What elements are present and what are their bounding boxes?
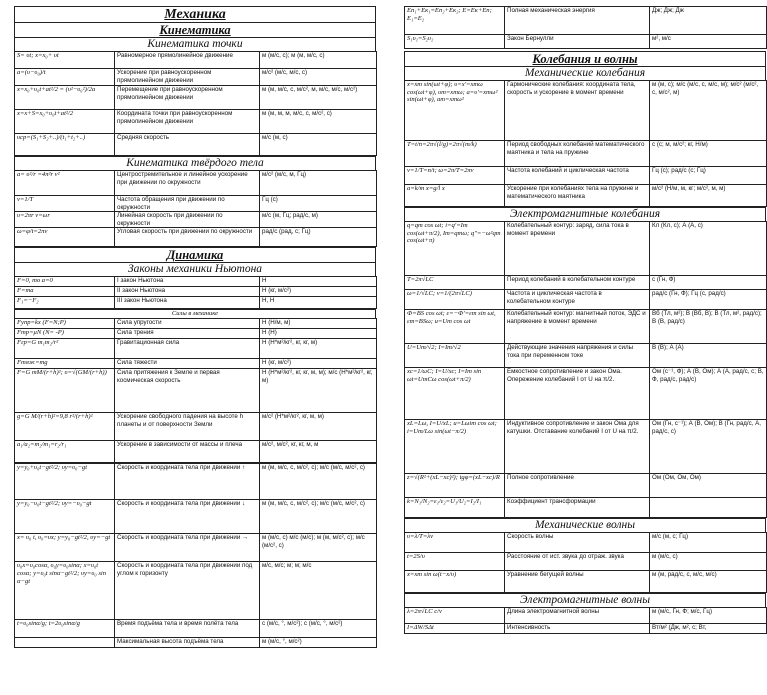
formula-cell: U=Um/√2; I=Im/√2	[405, 344, 505, 368]
formula-cell: υ=λ/T=λν	[405, 533, 505, 553]
point-table	[14, 51, 377, 156]
formula-row	[405, 290, 767, 310]
description-cell: III закон Ньютона	[115, 297, 260, 309]
formula-row	[405, 624, 767, 634]
units-cell: м (м/с, с)	[650, 553, 767, 571]
formula-row	[15, 297, 377, 309]
rigid-kinematics-heading: Кинематика твёрдого тела	[14, 156, 376, 170]
waves-heading: Колебания и волны	[404, 51, 766, 66]
formula-cell: Ф=BS cos ωt; ε=−Ф'=εm sin ωt, εm=BSω; u=Um cos ωt	[405, 310, 505, 344]
formula-cell: ω=1/√LC; ν=1/(2π√LC)	[405, 290, 505, 310]
forces-heading: Силы в механике	[14, 309, 376, 318]
formula-cell: λ=2π√LC c/ν	[405, 608, 505, 624]
formula-cell: x=x₀+υ₀t+at²/2 = (υ²−υ₀²)/2a	[15, 86, 115, 110]
units-cell: м (м, м, м, м/с, с, м/с², с)	[260, 110, 377, 134]
description-cell: Частота обращения при движении по окружности	[115, 196, 260, 212]
units-cell: Ом (Ом, Ом, Ом)	[650, 474, 767, 498]
units-cell: с (Гн, Ф)	[650, 276, 767, 290]
em-osc-table	[404, 221, 767, 518]
formula-cell: Fгр=G m₁m₂/r²	[15, 339, 115, 359]
formula-cell: υ₀x=υ₀cosα, υ₀y=υ₀sinα; x=υ₀t cosα; y=υ₀t sinα−gt²/2; υy=υ₀ sin α−gt	[15, 562, 115, 620]
formula-cell: F=ma	[15, 287, 115, 297]
units-cell: м/с² (м/с, м/с, с)	[260, 69, 377, 86]
units-cell: м (м, рад/с, с, м/с, м/с)	[650, 571, 767, 593]
formula-row	[15, 441, 377, 463]
formula-row	[405, 167, 767, 185]
units-cell: Дж; Дж; Дж	[650, 7, 767, 35]
formula-cell: S₁υ₁=S₂υ₂	[405, 35, 505, 49]
formula-row	[405, 222, 767, 276]
units-cell: Кл (Кл, с); А (А, с)	[650, 222, 767, 276]
description-cell: Скорость и координата тела при движении ↓	[115, 500, 260, 534]
point-kinematics-heading: Кинематика точки	[14, 37, 376, 51]
formula-row	[405, 498, 767, 518]
description-cell: Перемещение при равноускоренном прямолинейном движении	[115, 86, 260, 110]
description-cell: Колебательный контур: магнитный поток, ЭДС и напряжение в момент времени	[505, 310, 650, 344]
formula-row	[15, 110, 377, 134]
description-cell: Средняя скорость	[115, 134, 260, 156]
newton-table	[14, 276, 377, 309]
units-cell: с (с; м, м/с²; кг, Н/м)	[650, 141, 767, 167]
description-cell: Скорость и координата тела при движении под углом к горизонту	[115, 562, 260, 620]
formula-cell: a= υ²/r =4π²r ν²	[15, 171, 115, 196]
units-cell: м/с² (Н*м²/кг², кг, м, м)	[260, 413, 377, 441]
formula-cell: k=N₁/N₂=ε₁/ε₂=U₁/U₂=I₂/I₁	[405, 498, 505, 518]
units-cell: м/с² (м/с, м, Гц)	[260, 171, 377, 196]
description-cell: II закон Ньютона	[115, 287, 260, 297]
formula-row	[405, 368, 767, 420]
description-cell: Колебательный контур: заряд, сила тока в момент времени	[505, 222, 650, 276]
formula-row	[15, 69, 377, 86]
description-cell: Равномерное прямолинейное движение	[115, 52, 260, 69]
description-cell: Максимальная высота подъёма тела	[115, 638, 260, 648]
units-cell: м (м, с); м/с (м/с, с, м/с, м); м/с² (м/с², с, м/с², м)	[650, 81, 767, 141]
description-cell: Ёмкостное сопротивление и закон Ома. Опережение колебаний I от U на π/2.	[505, 368, 650, 420]
units-cell: Н (Н*м²/кг², кг, кг, м)	[260, 339, 377, 359]
units-cell: Гц (с)	[260, 196, 377, 212]
formula-row	[405, 420, 767, 474]
units-cell: В (В); А (А)	[650, 344, 767, 368]
description-cell: Сила тяжести	[115, 359, 260, 369]
formula-row	[405, 310, 767, 344]
newton-heading: Законы механики Ньютона	[14, 262, 376, 276]
description-cell: Угловая скорость при движении по окружности	[115, 228, 260, 247]
formula-row	[15, 212, 377, 228]
em-waves-table	[404, 607, 767, 634]
formula-cell: T=2π√LC	[405, 276, 505, 290]
formula-row	[15, 171, 377, 196]
units-cell: Ом (с⁻¹, Ф); А (В, Ом); А (А, рад/с, с; В, Ф, рад/с, рад/с)	[650, 368, 767, 420]
formula-row	[15, 86, 377, 110]
formula-row	[15, 339, 377, 359]
units-cell: Н (Н)	[260, 329, 377, 339]
formula-row	[15, 196, 377, 212]
description-cell: Сила трения	[115, 329, 260, 339]
formula-cell: F₁=−F₂	[15, 297, 115, 309]
formula-cell: x=xm sin ω(t−x/υ)	[405, 571, 505, 593]
formula-cell: ν=1/T=n/t; ω=2π/T=2πν	[405, 167, 505, 185]
formula-row	[405, 608, 767, 624]
formula-row	[405, 553, 767, 571]
formula-cell: T=t/n=2π√(l/g)=2π√(m/k)	[405, 141, 505, 167]
description-cell: Интенсивность	[505, 624, 650, 634]
formula-cell: Fтр=μN (N= -P)	[15, 329, 115, 339]
description-cell: Гравитационная сила	[115, 339, 260, 359]
formula-row	[15, 319, 377, 329]
formula-cell: Fупр=kx (F=N;P)	[15, 319, 115, 329]
formula-row	[15, 277, 377, 287]
formula-cell: xc=1/ωC; I=U/xc; I=Im sin ωt=UmCω cos(ωt+π/2)	[405, 368, 505, 420]
formula-row	[15, 464, 377, 500]
formula-row	[405, 185, 767, 207]
description-cell: Частота и циклическая частота в колебательном контуре	[505, 290, 650, 310]
description-cell: Сила упругости	[115, 319, 260, 329]
formula-cell: υср=(S₁+S₂+..)/(t₁+t₂+..)	[15, 134, 115, 156]
formula-row	[15, 329, 377, 339]
description-cell: Линейная скорость при движении по окружности	[115, 212, 260, 228]
mech-osc-heading: Механические колебания	[404, 66, 766, 80]
description-cell: Скорость и координата тела при движении ↑	[115, 464, 260, 500]
formula-row	[15, 500, 377, 534]
units-cell: м/с, м/с; м; м; м/с	[260, 562, 377, 620]
description-cell: Период колебаний в колебательном контуре	[505, 276, 650, 290]
description-cell: Центростремительное и линейное ускорение при движении по окружности	[115, 171, 260, 196]
units-cell: Н	[260, 277, 377, 287]
formula-row	[15, 228, 377, 247]
em-waves-heading: Электромагнитные волны	[404, 593, 766, 607]
formula-cell: F=0, то a=0	[15, 277, 115, 287]
formula-cell: υ=2πr ν=ωr	[15, 212, 115, 228]
units-cell: с (м/с, °, м/с²); с (м/с, °, м/с²)	[260, 620, 377, 638]
units-cell: м/с (м, с; Гц)	[650, 533, 767, 553]
formula-cell: a₁/a₂=m₂/m₁=r₂/r₁	[15, 441, 115, 463]
units-cell: м/с (м, Гц; рад/с, м)	[260, 212, 377, 228]
units-cell: м (м/с, с) м/с (м/с); м (м, м/с², с); м/с (м/с², с)	[260, 534, 377, 562]
description-cell: Период свободных колебаний математического маятника и тела на пружине	[505, 141, 650, 167]
formula-cell	[15, 638, 115, 648]
description-cell: Ускорение в зависимости от массы и плеча	[115, 441, 260, 463]
description-cell: Уравнение бегущей волны	[505, 571, 650, 593]
em-osc-heading: Электромагнитные колебания	[404, 207, 766, 221]
formula-cell: I=ΔW/SΔt	[405, 624, 505, 634]
formula-row	[405, 276, 767, 290]
formula-cell: a=k/m x=g/l x	[405, 185, 505, 207]
formula-cell: t=2S/υ	[405, 553, 505, 571]
mech-waves-heading: Механические волны	[404, 518, 766, 532]
description-cell: Частота колебаний и циклическая частота	[505, 167, 650, 185]
rigid-table	[14, 170, 377, 247]
units-cell: Н (Н*м²/кг², кг, кг, м, м); м/с (Н*м²/кг², кг, м)	[260, 369, 377, 413]
description-cell: Время подъёма тела и время полёта тела	[115, 620, 260, 638]
formula-cell: z=√(R²+(xL−xc)²); tgφ=(xL−xc)/R	[405, 474, 505, 498]
energy-table	[404, 6, 767, 49]
formula-row	[405, 571, 767, 593]
description-cell: Индуктивное сопротивление и закон Ома для катушки. Отставание колебаний I от U на π/2.	[505, 420, 650, 474]
mechanics-title: Механика	[14, 6, 376, 22]
description-cell: I закон Ньютона	[115, 277, 260, 287]
units-cell: м/с², м/с², кг, кг, м, м	[260, 441, 377, 463]
units-cell: м (м/с, °, м/с²)	[260, 638, 377, 648]
description-cell: Полное сопротивление	[505, 474, 650, 498]
description-cell: Длина электромагнитной волны	[505, 608, 650, 624]
right-column	[404, 6, 766, 634]
formula-row	[405, 533, 767, 553]
units-cell: Вб (Тл, м²); В (Вб, В); В (Тл, м², рад/с); В (В, рад/с)	[650, 310, 767, 344]
units-cell: Вт/м² (Дж, м², с; Вт,	[650, 624, 767, 634]
formula-row	[405, 474, 767, 498]
units-cell: м/с (м, с)	[260, 134, 377, 156]
formula-cell: y=y₀+υ₀t−gt²/2; υy=υ₀−gt	[15, 464, 115, 500]
formula-cell: g=G M/(r+h)²=9,8 r²/(r+h)²	[15, 413, 115, 441]
description-cell: Закон Бернулли	[505, 35, 650, 49]
formula-cell: S= υt; x=x₀+ υt	[15, 52, 115, 69]
description-cell: Сила притяжения к Земле и первая космическая скорость	[115, 369, 260, 413]
units-cell: м², м/с	[650, 35, 767, 49]
formula-cell: y=y₀−υ₀t−gt²/2; υy=−υ₀−gt	[15, 500, 115, 534]
units-cell: рад/с (рад, с; Гц)	[260, 228, 377, 247]
units-cell: м (м/с, с); м (м, м/с, с)	[260, 52, 377, 69]
units-cell: Гц (с); рад/с (с; Гц)	[650, 167, 767, 185]
formula-cell: ν=1/T	[15, 196, 115, 212]
description-cell: Расстояние от ист. звука до отраж. звука	[505, 553, 650, 571]
forces-table	[14, 318, 377, 463]
formula-row	[15, 359, 377, 369]
description-cell: Скорость и координата тела при движении →	[115, 534, 260, 562]
kinematics-heading: Кинематика	[14, 22, 376, 37]
formula-row	[405, 81, 767, 141]
units-cell: Н, Н	[260, 297, 377, 309]
formula-row	[405, 141, 767, 167]
units-cell: Н (кг, м/с²)	[260, 359, 377, 369]
description-cell: Скорость волны	[505, 533, 650, 553]
description-cell: Ускорение при колебаниях тела на пружине и математического маятника	[505, 185, 650, 207]
formula-row	[405, 7, 767, 35]
units-cell: м (м, м/с, с, м/с², с); м/с (м/с, м/с², с)	[260, 500, 377, 534]
formula-cell: xL=Lω, I=U/xL; u=Lωim cos ωt; i=Um/Lω sin(ωt−π/2)	[405, 420, 505, 474]
motion-table	[14, 463, 377, 648]
dynamics-heading: Динамика	[14, 247, 376, 262]
units-cell: рад/с (Гн, Ф); Гц (с, рад/с)	[650, 290, 767, 310]
left-column	[14, 6, 376, 648]
formula-cell: a=(υ−υ₀)/t	[15, 69, 115, 86]
formula-row	[15, 413, 377, 441]
formula-cell: F=G mM/(r+h)²; υ=√(GM/(r+h))	[15, 369, 115, 413]
description-cell: Действующие значения напряжения и силы тока при переменном токе	[505, 344, 650, 368]
units-cell	[650, 498, 767, 518]
units-cell: м (м, м/с, с, м/с², м, м/с, м/с, м/с²)	[260, 86, 377, 110]
formula-cell: ω=φ/t=2πν	[15, 228, 115, 247]
formula-row	[15, 369, 377, 413]
description-cell: Ускорение при равноускоренном прямолинейном движении	[115, 69, 260, 86]
formula-cell: x=x+S=x₀+υ₀t+at²/2	[15, 110, 115, 134]
formula-row	[15, 638, 377, 648]
units-cell: м (м, м/с, с, м/с², с); м/с (м/с, м/с², с)	[260, 464, 377, 500]
mech-waves-table	[404, 532, 767, 593]
description-cell: Гармонические колебания: координата тела, скорость и ускорение в момент времени	[505, 81, 650, 141]
formula-row	[15, 562, 377, 620]
formula-row	[15, 52, 377, 69]
units-cell: м/с² (Н/м, м, кг; м/с², м, м)	[650, 185, 767, 207]
description-cell: Ускорение свободного падения на высоте h планеты и от поверхности Земли	[115, 413, 260, 441]
units-cell: м (м/с, Гн, Ф; м/с, Гц)	[650, 608, 767, 624]
description-cell: Коэффициент трансформации	[505, 498, 650, 518]
formula-row	[15, 534, 377, 562]
description-cell: Координата точки при равноускоренном прямолинейном движении	[115, 110, 260, 134]
formula-cell: q=qm cos ωt; i=q'=Im cos(ωt+π/2), Im=qmω; q''=−ω²qm cos(ωt+π)	[405, 222, 505, 276]
formula-row	[15, 620, 377, 638]
formula-cell: Fтяж=mg	[15, 359, 115, 369]
formula-row	[405, 35, 767, 49]
formula-cell: x= υ₀ t, υ₀=υx; y=y₀−gt²/2, υy=−gt	[15, 534, 115, 562]
units-cell: Н (кг, м/с²)	[260, 287, 377, 297]
formula-row	[15, 134, 377, 156]
formula-cell: x=xm sin(ωt+φ); υ=x'=xmω cos(ωt+φ), υm=xmω; a=υ'=xmω² sin(ωt+φ), am=xmω²	[405, 81, 505, 141]
formula-row	[405, 344, 767, 368]
formula-cell: t=υ₀sinα/g; t=2υ₀sinα/g	[15, 620, 115, 638]
formula-cell: Eп₁+Eк₁=Eп₂+Eк₂; E=Eк+Eп; E₁=E₂	[405, 7, 505, 35]
formula-row	[15, 287, 377, 297]
description-cell: Полная механическая энергия	[505, 7, 650, 35]
units-cell: Н (Н/м, м)	[260, 319, 377, 329]
mech-osc-table	[404, 80, 767, 207]
units-cell: Ом (Гн, с⁻¹); А (В, Ом); В (Гн, рад/с, А, рад/с, с)	[650, 420, 767, 474]
